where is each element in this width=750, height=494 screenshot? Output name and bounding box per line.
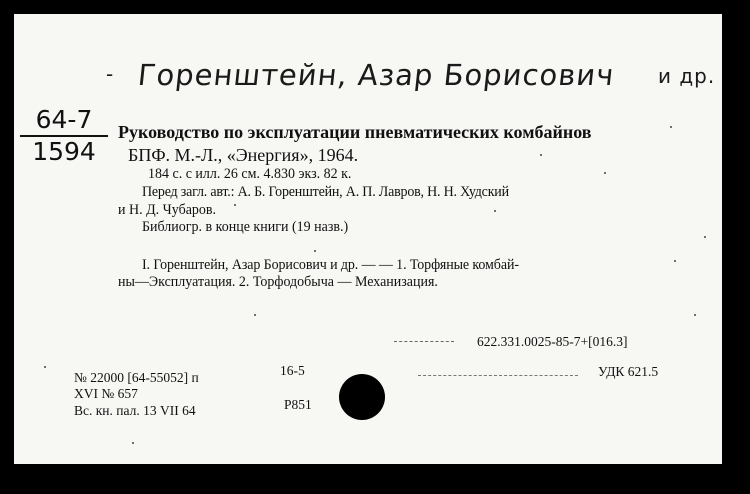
speck [494,210,496,212]
speck [670,126,672,128]
tracing-line-continuation: ны—Эксплуатация. 2. Торфодобыча — Механизация. [118,274,438,291]
record-number: № 22000 [64-55052] п [74,370,199,385]
heading-dash: - [106,62,115,86]
speck [604,172,606,174]
classification-index: 622.331.0025-85-7+[016.3] [477,334,628,349]
speck [540,154,542,156]
speck [254,314,256,316]
shelf-mark [20,106,108,166]
authors-note-continuation: и Н. Д. Чубаров. [118,202,217,219]
speck [704,236,706,238]
udc-index: УДК 621.5 [598,364,659,379]
speck [694,314,696,316]
speck [44,366,46,368]
speck [234,204,236,206]
scan-mark [394,341,454,343]
shelf-mark-top: 64-7 [35,105,93,134]
registration-date: Вс. кн. пал. 13 VII 64 [74,403,196,418]
authors-note: Перед загл. авт.: А. Б. Горенштейн, А. П. Лавров, Н. Н. Худский [142,184,509,201]
record-code: 16-5 [280,363,305,378]
heading-suffix: и др. [658,64,716,88]
price-code: Р851 [284,397,312,412]
catalog-card [14,14,722,464]
physical-description: 184 с. с илл. 26 см. 4.830 экз. 82 к. [148,166,352,183]
tracing-line: I. Горенштейн, Азар Борисович и др. — — 1. Торфяные комбай- [142,257,519,274]
punch-hole [339,374,385,420]
speck [314,250,316,252]
book-title-continuation: БПФ. М.-Л., «Энергия», 1964. [128,145,359,165]
series-number: XVI № 657 [74,386,138,401]
heading-author: Горенштейн, Азар Борисович [136,58,617,92]
bibliography-note: Библиогр. в конце книги (19 назв.) [142,219,349,236]
scan-mark [418,375,578,377]
book-title: Руководство по эксплуатации пневматических комбайнов [118,122,592,142]
speck [132,442,134,444]
speck [674,260,676,262]
shelf-mark-bottom: 1594 [32,137,96,166]
